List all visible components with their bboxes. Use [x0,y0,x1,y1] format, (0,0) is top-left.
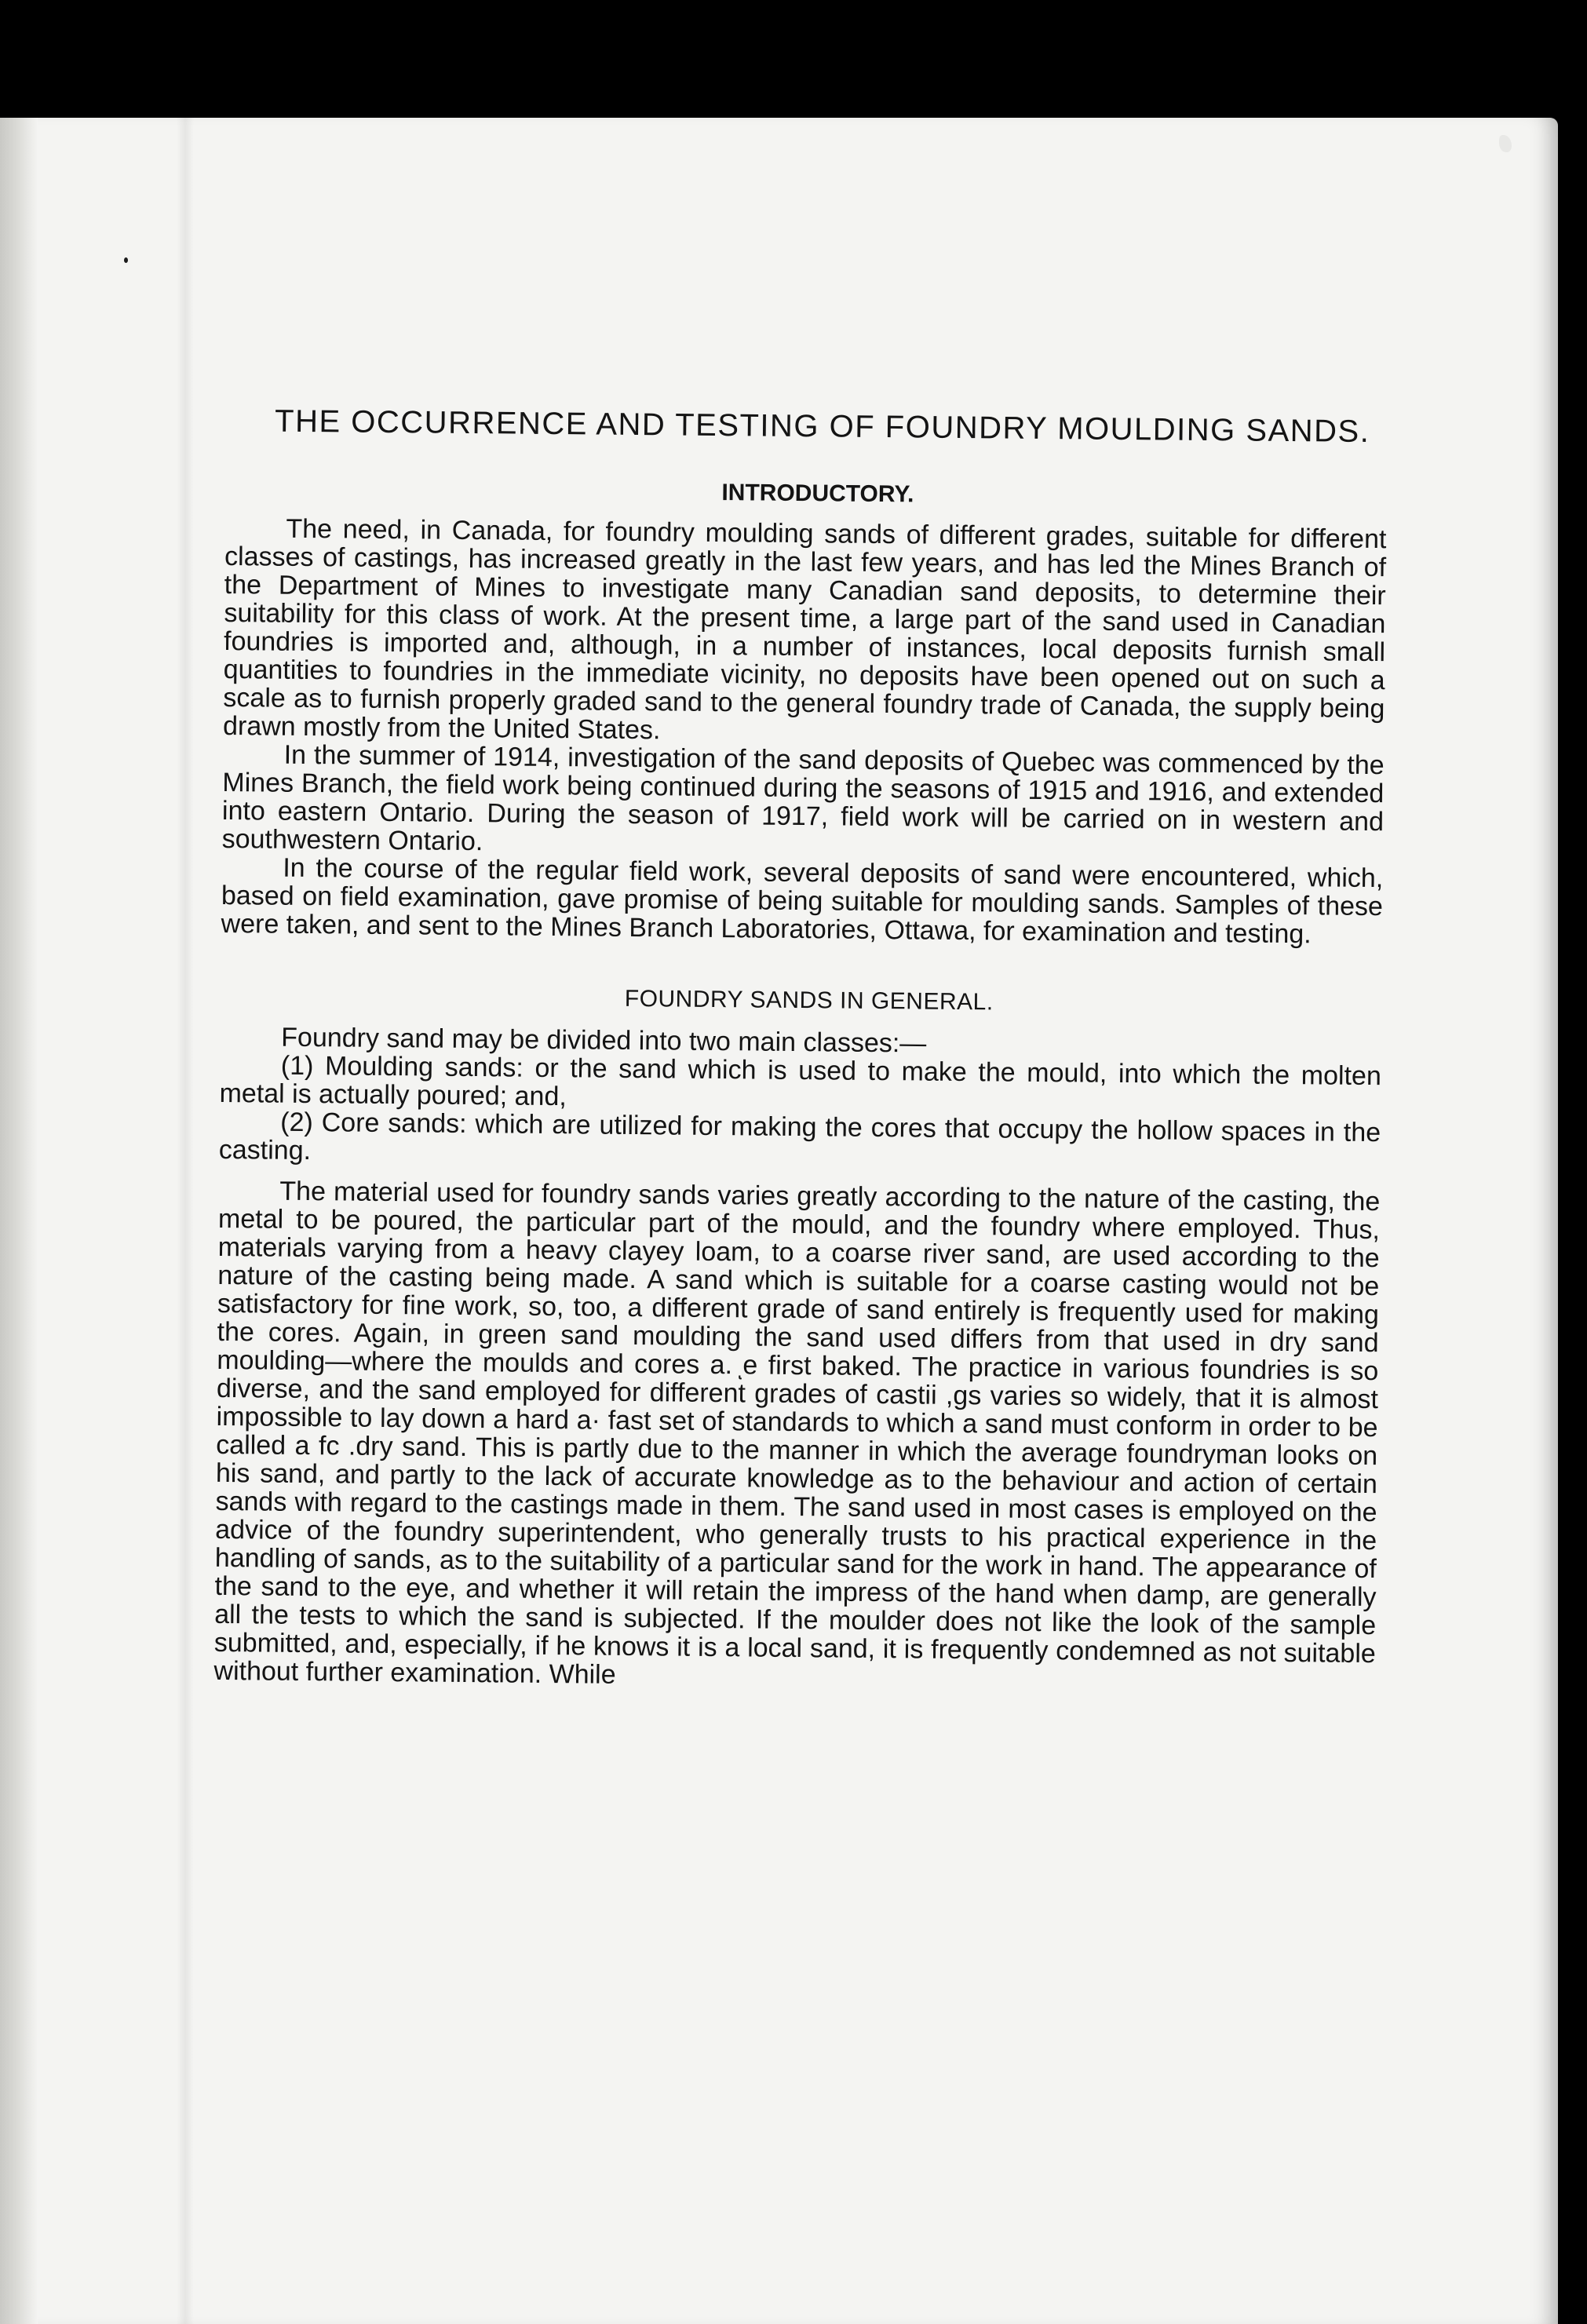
document-text [213,404,1388,1696]
paper-page [0,118,1558,2324]
list-item-moulding-sands: (1) Moulding sands: or the sand which is used to make the mould, into which the molten metal is actually poured; and, [219,1050,1382,1112]
paragraph: Foundry sand may be divided into two main classes:— [281,1022,927,1059]
section-heading-foundry-sands: FOUNDRY SANDS IN GENERAL. [624,985,994,1016]
dust-speck [124,257,128,263]
section-heading-introductory: INTRODUCTORY. [721,480,914,508]
binding-shadow [0,118,38,2324]
paragraph: In the course of the regular field work, several deposits of sand were encountered, which, based on field examination, gave promise of being suitable for moulding sands. Samples of these were taken, and sent to the Mines Branch Laboratories, Ottawa, for examination and testing. [221,852,1384,950]
paragraph: In the summer of 1914, investigation of the sand deposits of Quebec was commenced by the Mines Branch, the field work being continued during the seasons of 1915 and 1916, and extended into eastern Ontario. During the season of 1917, field work will be carried on in western and southwestern Ontario. [221,739,1385,857]
document-title: THE OCCURRENCE AND TESTING OF FOUNDRY MOULDING SANDS. [274,403,1370,449]
list-item-core-sands: (2) Core sands: which are utilized for making the cores that occupy the hollow spaces in the casting. [218,1107,1381,1166]
paragraph: The need, in Canada, for foundry moulding sands of different grades, suitable for different classes of castings, has increased greatly in the last few years, and has led the Mines Branch of the Department of Mines to investigate many Canadian sand deposits, to determine their suitability for this class of work. At the present time, a large part of the sand used in Canadian foundries is imported and, although, in a number of instances, local deposits furnish small quantities to foundries in the immediate vicinity, no deposits have been opened out on such a scale as to furnish properly graded sand to the general foundry trade of Canada, the supply being drawn mostly from the United States. [222,513,1387,746]
paragraph: The material used for foundry sands varies greatly according to the nature of the casting, the metal to be poured, the particular part of the mould, and the foundry where employed. Thus, materials varying from a heavy clayey loam, to a coarse river sand, are used according to the nature of the casting being made. A sand which is suitable for a coarse casting would not be satisfactory for fine work, so, too, a different grade of sand entirely is frequently used for making the cores. Again, in green sand moulding the sand used differs from that used in dry sand moulding—where the moulds and cores a. ͅe first baked. The practice in various foundries is so diverse, and the sand employed for different grades of castii ,gs varies so widely, that it is almost impossible to lay down a hard a· fast set of standards to which a sand must conform in order to be called a fc .dry sand. This is partly due to the manner in which the average foundryman looks on his sand, and partly to the lack of accurate knowledge as to the behaviour and action of certain sands with regard to the castings made in them. The sand used in most cases is employed on the advice of the foundry superintendent, who generally trusts to his practical experience in the handling of sands, as to the suitability of a particular sand for the work in hand. The appearance of the sand to the eye, and whether it will retain the impress of the hand when damp, are generally all the tests to which the sand is subjected. If the moulder does not like the look of the sample submitted, and, especially, if he knows it is a local sand, it is frequently condemned as not suitable without further examination. While [213,1176,1381,1690]
page-fold-line [177,118,194,2324]
